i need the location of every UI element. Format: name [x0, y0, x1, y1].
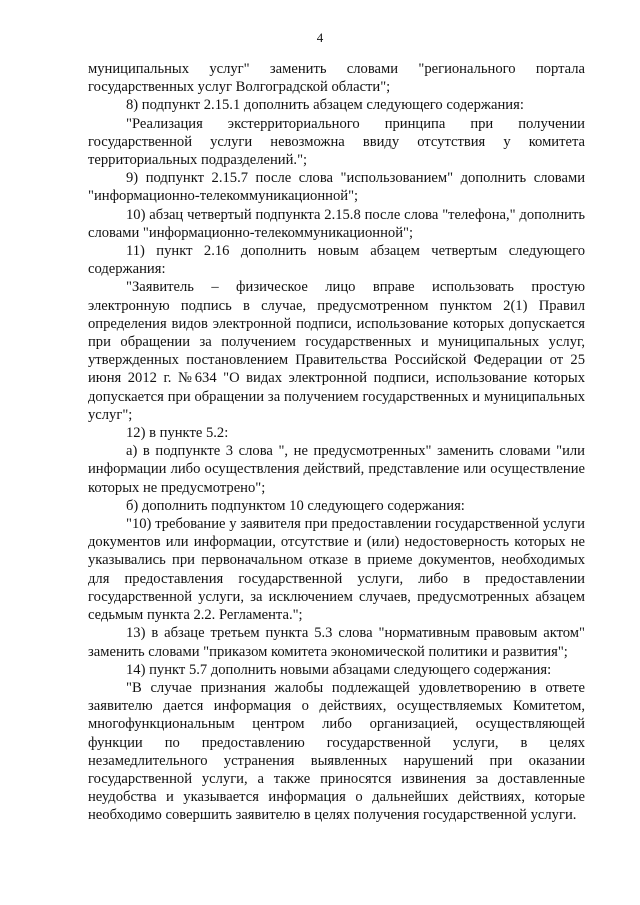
paragraph-p8: а) в подпункте 3 слова ", не предусмотренных" заменить словами "или информации либо осуществления действий, представление или осуществление которых не предусмотрено"; — [88, 443, 585, 496]
paragraph-p9: б) дополнить подпунктом 10 следующего содержания: — [126, 497, 465, 514]
paragraph-p13: "В случае признания жалобы подлежащей удовлетворению в ответе заявителю дается информация о действиях, осуществляемых Комитетом, многофункциональным центром либо организацией, осуществляющей функции по предоставлению государственной услуги, в целях незамедлительного устранения выявленных нарушений при оказании государственной услуги, а также приносятся извинения за доставленные неудобства и указывается информация о дальнейших действиях, которые необходимо совершить заявителю в целях получения государственной услуги. — [88, 679, 585, 824]
paragraph-p12: 14) пункт 5.7 дополнить новыми абзацами следующего содержания: — [126, 661, 552, 678]
paragraph-p0: муниципальных услуг" заменить словами "регионального портала государственных услуг Волгоградской области"; — [88, 61, 585, 96]
paragraph-p2: "Реализация экстерриториального принципа при получении государственной услуги невозможна ввиду отсутствия у комитета территориальных подразделений."; — [88, 115, 585, 169]
document-body — [88, 60, 585, 825]
paragraph-p6: "Заявитель – физическое лицо вправе использовать простую электронную подпись в случае, предусмотренном пунктом 2(1) Правил определения видов электронной подписи, использование которых допускается при обращении за получением государственных и муниципальных услуг, утвержденных постановлением Правительства Российской Федерации от 25 июня 2012 г. №634 "О видах электронной подписи, использование которых допускается при обращении за получением государственных и муниципальных услуг"; — [88, 279, 585, 423]
paragraph-p10: "10) требование у заявителя при предоставлении государственной услуги документов или информации, отсутствие и (или) недостоверность которых не указывались при первоначальном отказе в приеме документов, необходимых для предоставления государственной услуги, либо в предоставлении государственной услуги, за исключением случаев, предусмотренных абзацем седьмым пункта 2.2. Регламента."; — [88, 516, 585, 624]
paragraph-p1: 8) подпункт 2.15.1 дополнить абзацем следующего содержания: — [126, 97, 524, 114]
paragraph-p7: 12) в пункте 5.2: — [126, 425, 229, 442]
paragraph-p4: 10) абзац четвертый подпункта 2.15.8 после слова "телефона," дополнить словами "информационно-телекоммуникационной"; — [88, 206, 585, 241]
paragraph-p3: 9) подпункт 2.15.7 после слова "использованием" дополнить словами "информационно-телекоммуникационной"; — [88, 170, 585, 205]
paragraph-p11: 13) в абзаце третьем пункта 5.3 слова "нормативным правовым актом" заменить словами "приказом комитета экономической политики и развития"; — [88, 625, 585, 660]
paragraph-p5: 11) пункт 2.16 дополнить новым абзацем четвертым следующего содержания: — [88, 243, 585, 278]
page-number: 4 — [316, 30, 324, 45]
